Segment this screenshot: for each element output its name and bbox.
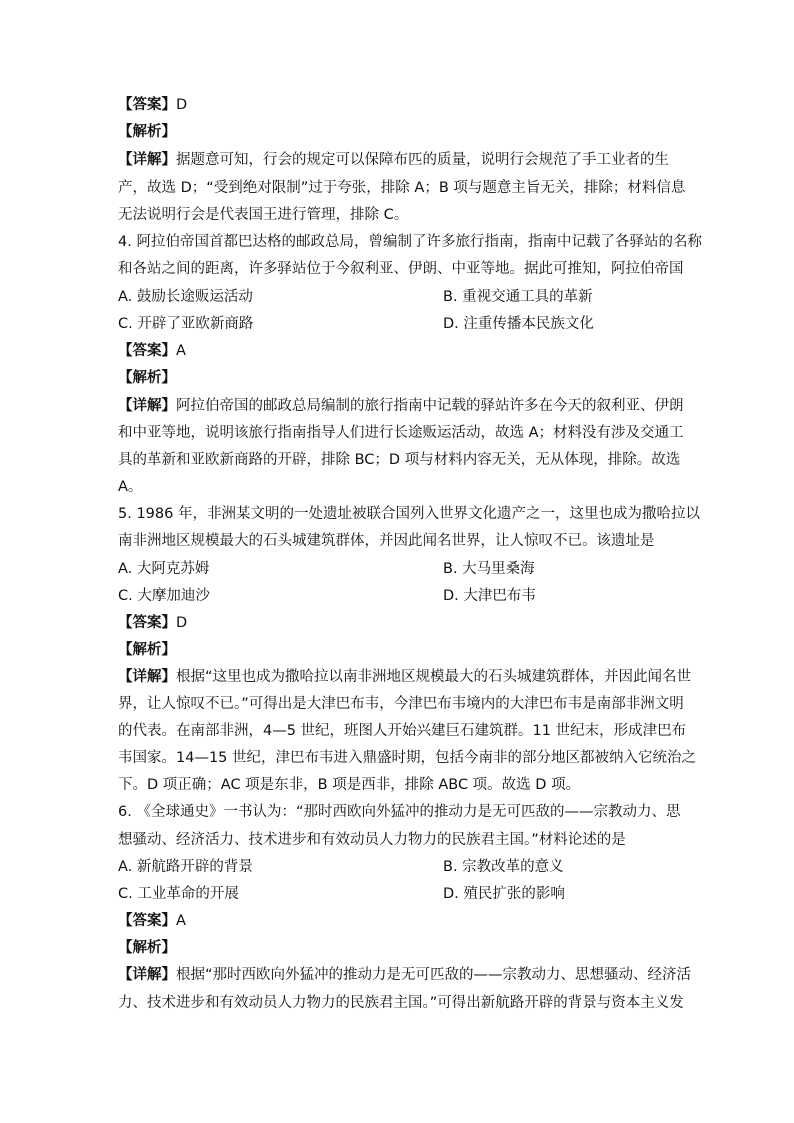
q5-answer: 【答案】D bbox=[118, 615, 188, 631]
q4-detail-line-2: 和中亚等地，说明该旅行指南指导人们进行长途贩运活动，故选 A；材料没有涉及交通工 bbox=[118, 425, 684, 441]
q5-stem-line-1: 5. 1986 年，非洲某文明的一处遗址被联合国列入世界文化遗产之一，这里也成为撒哈拉以 bbox=[118, 506, 700, 522]
q6-analysis-heading: 【解析】 bbox=[118, 940, 176, 956]
q6-answer: 【答案】A bbox=[118, 913, 186, 929]
q5-detail-line-1: 【详解】根据“这里也成为撒哈拉以南非洲地区规模最大的石头城建筑群体，并因此闻名世 bbox=[118, 669, 692, 685]
q5-detail-line-3: 的代表。在南部非洲，4—5 世纪，班图人开始兴建巨石建筑群。11 世纪末，形成津巴布 bbox=[118, 723, 687, 739]
q3-analysis-heading: 【解析】 bbox=[118, 124, 176, 140]
q4-option-d: D. 注重传播本民族文化 bbox=[443, 316, 594, 332]
q5-option-d: D. 大津巴布韦 bbox=[443, 588, 536, 604]
q5-stem-line-2: 南非洲地区规模最大的石头城建筑群体，并因此闻名世界，让人惊叹不已。该遗址是 bbox=[118, 533, 655, 549]
q5-detail-line-4: 韦国家。14—15 世纪，津巴布韦进入鼎盛时期，包括今南非的部分地区都被纳入它统治之 bbox=[118, 750, 697, 766]
q4-stem-line-1: 4. 阿拉伯帝国首都巴达格的邮政总局，曾编制了许多旅行指南，指南中记载了各驿站的名称 bbox=[118, 234, 702, 250]
q6-stem-line-1: 6. 《全球通史》一书认为：“那时西欧向外猛冲的推动力是无可匹敌的——宗教动力、思 bbox=[118, 804, 681, 820]
q5-detail-line-2: 界，让人惊叹不已。”可得出是大津巴布韦，今津巴布韦境内的大津巴布韦是南部非洲文明 bbox=[118, 696, 684, 712]
q4-option-a: A. 鼓励长途贩运活动 bbox=[118, 289, 253, 305]
q3-detail-line-2: 产，故选 D；“受到绝对限制”过于夸张，排除 A；B 项与题意主旨无关，排除；材料信息 bbox=[118, 180, 686, 196]
q4-detail-line-3: 具的革新和亚欧新商路的开辟，排除 BC；D 项与材料内容无关，无从体现，排除。故选 bbox=[118, 452, 681, 468]
q5-analysis-heading: 【解析】 bbox=[118, 642, 176, 658]
q4-option-b: B. 重视交通工具的革新 bbox=[443, 289, 593, 305]
q6-option-d: D. 殖民扩张的影响 bbox=[443, 886, 565, 902]
q5-option-b: B. 大马里桑海 bbox=[443, 561, 535, 577]
q6-stem-line-2: 想骚动、经济活力、技术进步和有效动员人力物力的民族君主国。”材料论述的是 bbox=[118, 832, 626, 848]
q6-detail-line-2: 力、技术进步和有效动员人力物力的民族君主国。”可得出新航路开辟的背景与资本主义发 bbox=[118, 995, 684, 1011]
q5-detail-line-5: 下。D 项正确；AC 项是东非，B 项是西非，排除 ABC 项。故选 D 项。 bbox=[118, 777, 581, 793]
q5-option-a: A. 大阿克苏姆 bbox=[118, 561, 210, 577]
q6-option-a: A. 新航路开辟的背景 bbox=[118, 859, 253, 875]
q4-stem-line-2: 和各站之间的距离，许多驿站位于今叙利亚、伊朗、中亚等地。据此可推知，阿拉伯帝国 bbox=[118, 261, 684, 277]
q4-detail-line-4: A。 bbox=[118, 479, 143, 495]
q4-answer: 【答案】A bbox=[118, 343, 186, 359]
q6-option-c: C. 工业革命的开展 bbox=[118, 886, 239, 902]
q6-option-b: B. 宗教改革的意义 bbox=[443, 859, 564, 875]
q3-detail-line-1: 【详解】据题意可知，行会的规定可以保障布匹的质量，说明行会规范了手工业者的生 bbox=[118, 152, 669, 168]
q4-detail-line-1: 【详解】阿拉伯帝国的邮政总局编制的旅行指南中记载的驿站许多在今天的叙利亚、伊朗 bbox=[118, 398, 684, 414]
q4-analysis-heading: 【解析】 bbox=[118, 370, 176, 386]
q6-detail-line-1: 【详解】根据“那时西欧向外猛冲的推动力是无可匹敌的——宗教动力、思想骚动、经济活 bbox=[118, 967, 692, 983]
q3-answer: 【答案】D bbox=[118, 97, 188, 113]
q5-option-c: C. 大摩加迪沙 bbox=[118, 588, 210, 604]
q3-detail-line-3: 无法说明行会是代表国王进行管理，排除 C。 bbox=[118, 207, 409, 223]
q4-option-c: C. 开辟了亚欧新商路 bbox=[118, 316, 254, 332]
